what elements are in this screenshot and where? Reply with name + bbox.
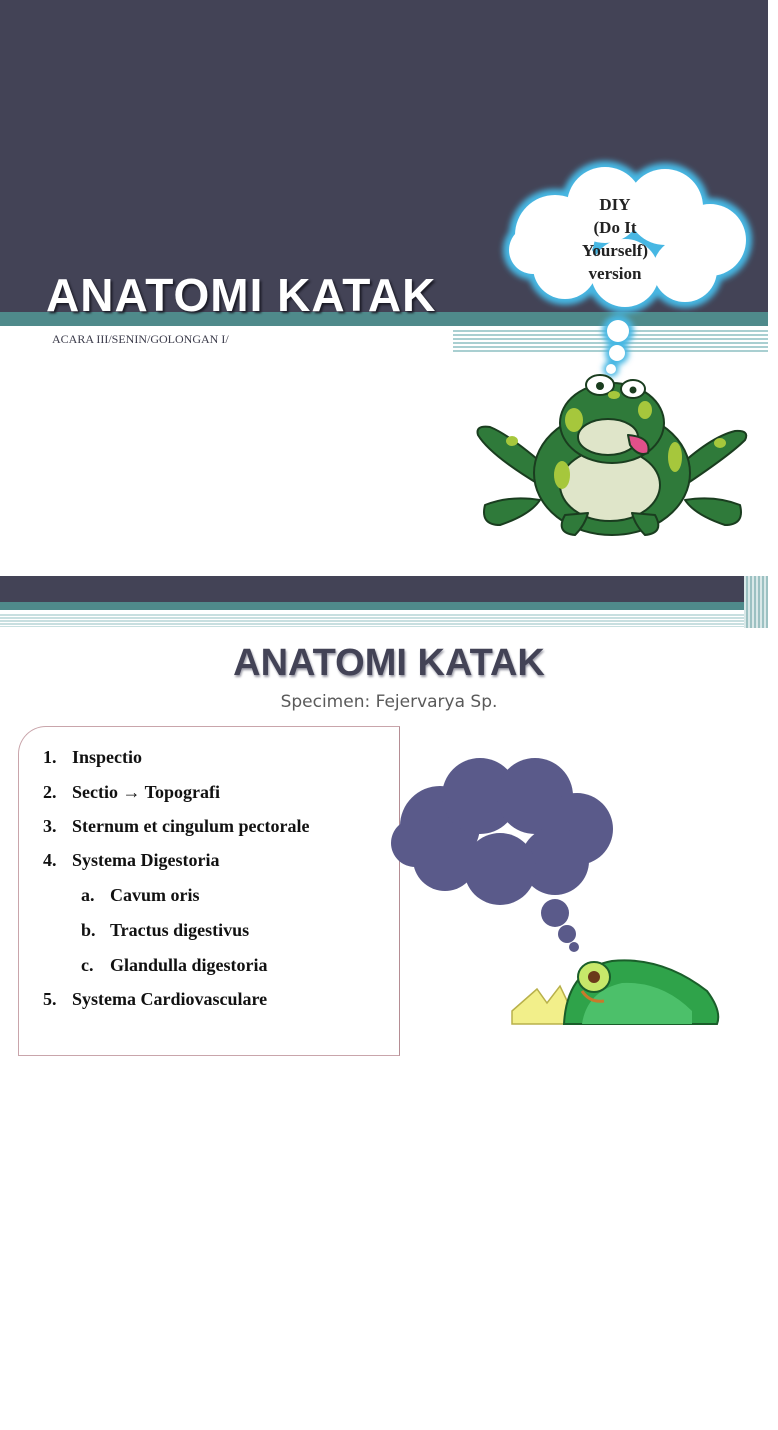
list-text: Tractus digestivus: [110, 920, 250, 940]
list-text: Glandulla digestoria: [110, 955, 268, 975]
list-item: [43, 989, 267, 1010]
list-item: [43, 747, 142, 768]
list-text: Inspectio: [72, 747, 143, 767]
list-text: Systema Digestoria: [72, 850, 220, 870]
list-item: [81, 955, 268, 976]
todo-box: [18, 726, 400, 1056]
list-number: 4.: [43, 850, 57, 870]
vertical-stripe-accent: [744, 576, 768, 628]
striped-accent: [0, 614, 768, 627]
list-number: 2.: [43, 782, 57, 802]
list-item: [81, 885, 200, 906]
bubble-line: (13.30 – 15.30): [447, 1408, 553, 1427]
frog-icon: [470, 365, 755, 545]
list-text: Sternum et cingulum pectorale: [72, 816, 310, 836]
slide-subtitle: Specimen: Fejervarya Sp.: [280, 692, 498, 712]
list-text: Cavum oris: [110, 885, 200, 905]
list-item: [81, 920, 249, 941]
list-item: [43, 782, 220, 803]
slide-subtitle: ACARA III/SENIN/GOLONGAN I/: [52, 332, 229, 346]
bubble-line: (Do It: [593, 218, 637, 237]
header-band: [0, 576, 768, 602]
list-text: Sectio → Topografi: [72, 782, 221, 802]
list-item: [43, 816, 309, 837]
list-number: 5.: [43, 989, 57, 1009]
slide-title: ANATOMI KATAK: [46, 269, 437, 321]
slide-title: ANATOMI KATAK: [233, 642, 545, 684]
list-number: 1.: [43, 747, 57, 767]
thought-bubble-icon: [385, 751, 620, 951]
list-number: 3.: [43, 816, 57, 836]
list-text: Systema Cardiovasculare: [72, 989, 268, 1009]
list-item: [43, 850, 219, 871]
teal-divider: [0, 602, 768, 610]
content-slide: [0, 576, 768, 1427]
bubble-text: [415, 1382, 585, 1430]
bubble-line: LIST TO DO: [454, 1384, 546, 1403]
title-slide: [0, 0, 768, 576]
bubble-line: Yourself): [581, 241, 649, 260]
bubble-text: [555, 193, 675, 285]
list-number: a.: [81, 885, 95, 905]
list-number: b.: [81, 920, 96, 940]
bubble-line: version: [588, 264, 642, 283]
frog-icon: [512, 951, 722, 1024]
bubble-line: DIY: [599, 195, 631, 214]
list-number: c.: [81, 955, 94, 975]
